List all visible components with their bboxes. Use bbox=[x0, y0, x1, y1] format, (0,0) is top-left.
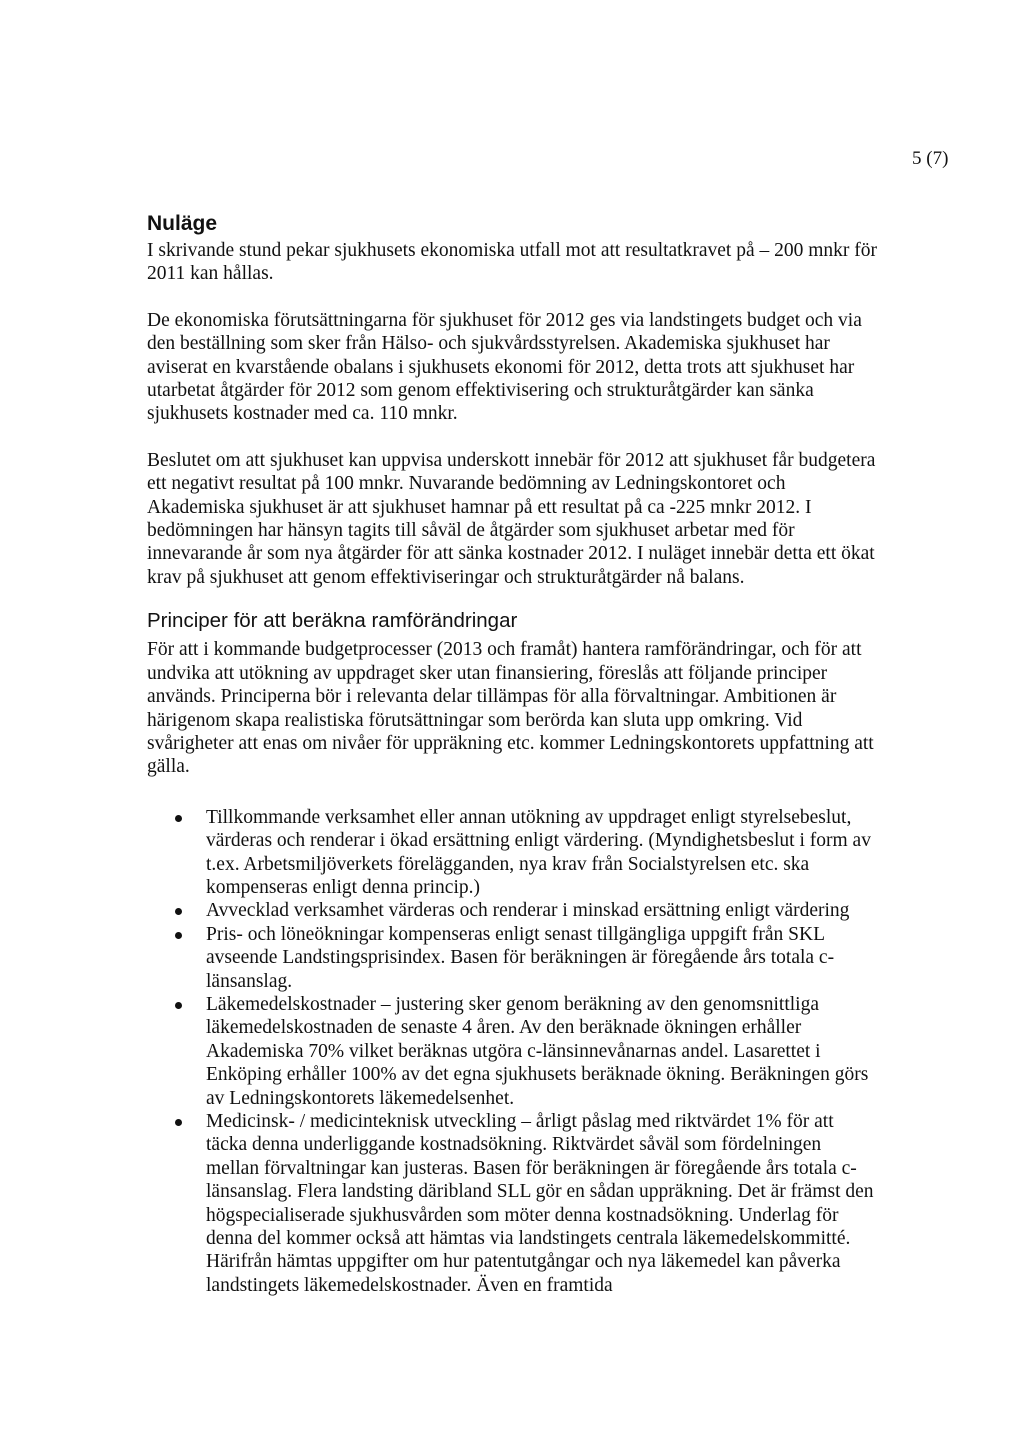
bullet-icon bbox=[175, 908, 182, 915]
paragraph: De ekonomiska förutsättningarna för sjukhuset för 2012 ges via landstingets budget och via den beställning som sker från Hälso- och sjukvårdsstyrelsen. Akademiska sjukhuset har aviserat en kvarstående obalans i sjukhusets ekonomi för 2012, detta trots att sjukhuset har utarbetat åtgärder för 2012 som genom effektivisering och strukturåtgärder kan sänka sjukhusets kostnader med ca. 110 mnkr. bbox=[147, 309, 862, 425]
page-number: 5 (7) bbox=[912, 148, 949, 169]
bullet-icon bbox=[175, 815, 182, 822]
paragraph: Beslutet om att sjukhuset kan uppvisa underskott innebär för 2012 att sjukhuset får budgetera ett negativt resultat på 100 mnkr. Nuvarande bedömning av Ledningskontoret och Akademiska sjukhuset är att sjukhuset hamnar på ett resultat på ca -225 mnkr 2012. I bedömningen har hänsyn tagits till såväl de åtgärder som sjukhuset arbetar med för innevarande år som nya åtgärder för att sänka kostnader 2012. I nuläget innebär detta ett ökat krav på sjukhuset att genom effektiviseringar och strukturåtgärder nå balans. bbox=[147, 449, 876, 588]
bullet-icon bbox=[175, 1002, 182, 1009]
list-item bbox=[147, 899, 877, 922]
section-nulage bbox=[147, 211, 877, 589]
list-item bbox=[147, 806, 877, 900]
list-item bbox=[147, 993, 877, 1110]
section-heading-principer: Principer för att beräkna ramförändringar bbox=[147, 609, 518, 633]
list-item-text: Avvecklad verksamhet värderas och renderar i minskad ersättning enligt värdering bbox=[206, 900, 850, 922]
list-item-text: Läkemedelskostnader – justering sker genom beräkning av den genomsnittliga läkemedelskostnaden de senaste 4 åren. Av den beräknade ökningen erhåller Akademiska 70% vilket beräknas utgöra c-länsinnevånarnas andel. Lasarettet i Enköping erhåller 100% av det egna sjukhusets beräknade ökning. Beräkningen görs av Ledningskontorets läkemedelsenhet. bbox=[206, 993, 869, 1109]
list-item-text: Pris- och löneökningar kompenseras enligt senast tillgängliga uppgift från SKL avseende Landstingsprisindex. Basen för beräkningen är föregående års totala c-länsanslag. bbox=[206, 923, 835, 992]
list-item bbox=[147, 1110, 877, 1297]
section-heading-nulage: Nuläge bbox=[147, 212, 218, 235]
bullet-icon bbox=[175, 932, 182, 939]
paragraph: I skrivande stund pekar sjukhusets ekonomiska utfall mot att resultatkravet på – 200 mnkr för 2011 kan hållas. bbox=[147, 240, 878, 285]
document-body bbox=[147, 211, 877, 1297]
paragraph-intro: För att i kommande budgetprocesser (2013 och framåt) hantera ramförändringar, och för att undvika att utökning av uppdraget sker utan finansiering, föreslås att följande principer används. Principerna bör i relevanta delar tillämpas för alla förvaltningar. Ambitionen är härigenom skapa realistiska förutsättningar som berörda kan sluta upp omkring. Vid svårigheter att enas om nivåer för uppräkning etc. kommer Ledningskontorets uppfattning att gälla. bbox=[147, 639, 874, 778]
principles-list bbox=[147, 806, 877, 1298]
section-principer bbox=[147, 608, 877, 1297]
list-item-text: Medicinsk- / medicinteknisk utveckling – årligt påslag med riktvärdet 1% för att täcka denna underliggande kostnadsökning. Riktvärdet såväl som fördelningen mellan förvaltningar kan justeras. Basen för beräkningen är föregående års totala c-länsanslag. Flera landsting däribland SLL gör en sådan uppräkning. Det är främst den högspecialiserade sjukhusvården som möter denna kostnadsökning. Underlag för denna del kommer också att hämtas via landstingets centrala läkemedelskommitté. Härifrån hämtas uppgifter om hur patentutgångar och nya läkemedel kan påverka landstingets läkemedelskostnader. Även en framtida bbox=[206, 1111, 874, 1296]
bullet-icon bbox=[175, 1119, 182, 1126]
list-item bbox=[147, 923, 877, 993]
list-item-text: Tillkommande verksamhet eller annan utökning av uppdraget enligt styrelsebeslut, värderas och renderar i ökad ersättning enligt värdering. (Myndighetsbeslut i form av t.ex. Arbetsmiljöverkets förelägganden, nya krav från Socialstyrelsen etc. ska kompenseras enligt denna princip.) bbox=[206, 806, 871, 898]
